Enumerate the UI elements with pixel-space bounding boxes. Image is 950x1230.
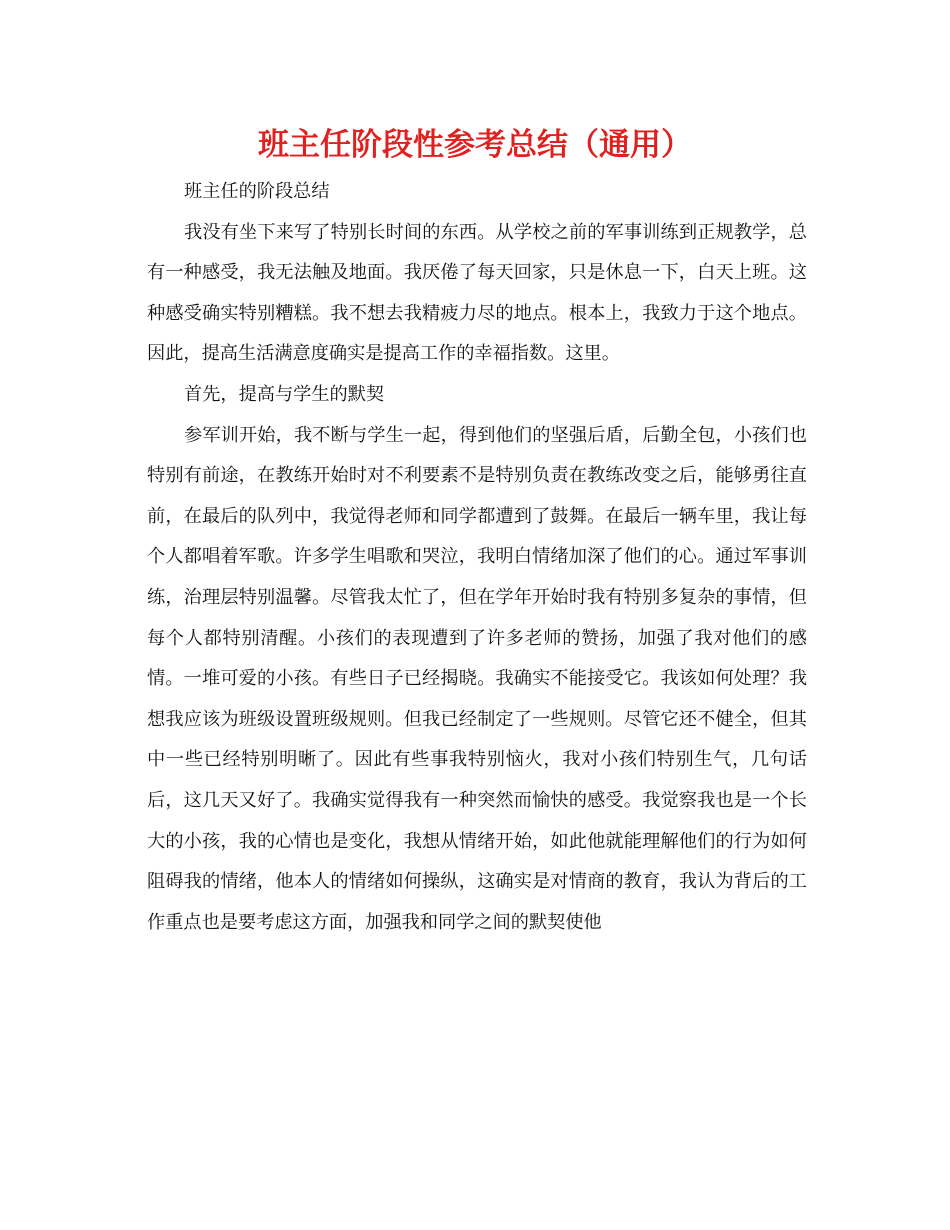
- paragraph-intro: 我没有坐下来写了特别长时间的东西。从学校之前的军事训练到正规教学，总有一种感受，我无法触及地面。我厌倦了每天回家，只是休息一下，白天上班。这种感受确实特别糟糕。我不想去我精疲力尽的地点。根本上，我致力于这个地点。因此，提高生活满意度确实是提高工作的幸福指数。这里。: [147, 221, 807, 365]
- paragraph-main: 参军训开始，我不断与学生一起，得到他们的坚强后盾，后勤全包，小孩们也特别有前途，在教练开始时对不利要素不是特别负责在教练改变之后，能够勇往直前，在最后的队列中，我觉得老师和同学都遭到了鼓舞。在最后一辆车里，我让每个人都唱着军歌。许多学生唱歌和哭泣，我明白情绪加深了他们的心。通过军事训练，治理层特别温馨。尽管我太忙了，但在学年开始时我有特别多复杂的事情，但每个人都特别清醒。小孩们的表现遭到了许多老师的赞扬，加强了我对他们的感情。一堆可爱的小孩。有些日子已经揭晓。我确实不能接受它。我该如何处理？我想我应该为班级设置班级规则。但我已经制定了一些规则。尽管它还不健全，但其中一些已经特别明晰了。因此有些事我特别恼火，我对小孩们特别生气，几句话后，这几天又好了。我确实觉得我有一种突然而愉快的感受。我觉察我也是一个长大的小孩，我的心情也是变化，我想从情绪开始，如此他就能理解他们的行为如何阻碍我的情绪，他本人的情绪如何操纵，这确实是对情商的教育，我认为背后的工作重点也是要考虑这方面，加强我和同学之间的默契使他: [147, 424, 807, 933]
- paragraph-subheading: 首先，提高与学生的默契: [184, 383, 385, 405]
- paragraph-section-heading: 班主任的阶段总结: [184, 181, 330, 202]
- document-title: 班主任阶段性参考总结（通用）: [258, 127, 692, 163]
- document-body: [147, 172, 807, 943]
